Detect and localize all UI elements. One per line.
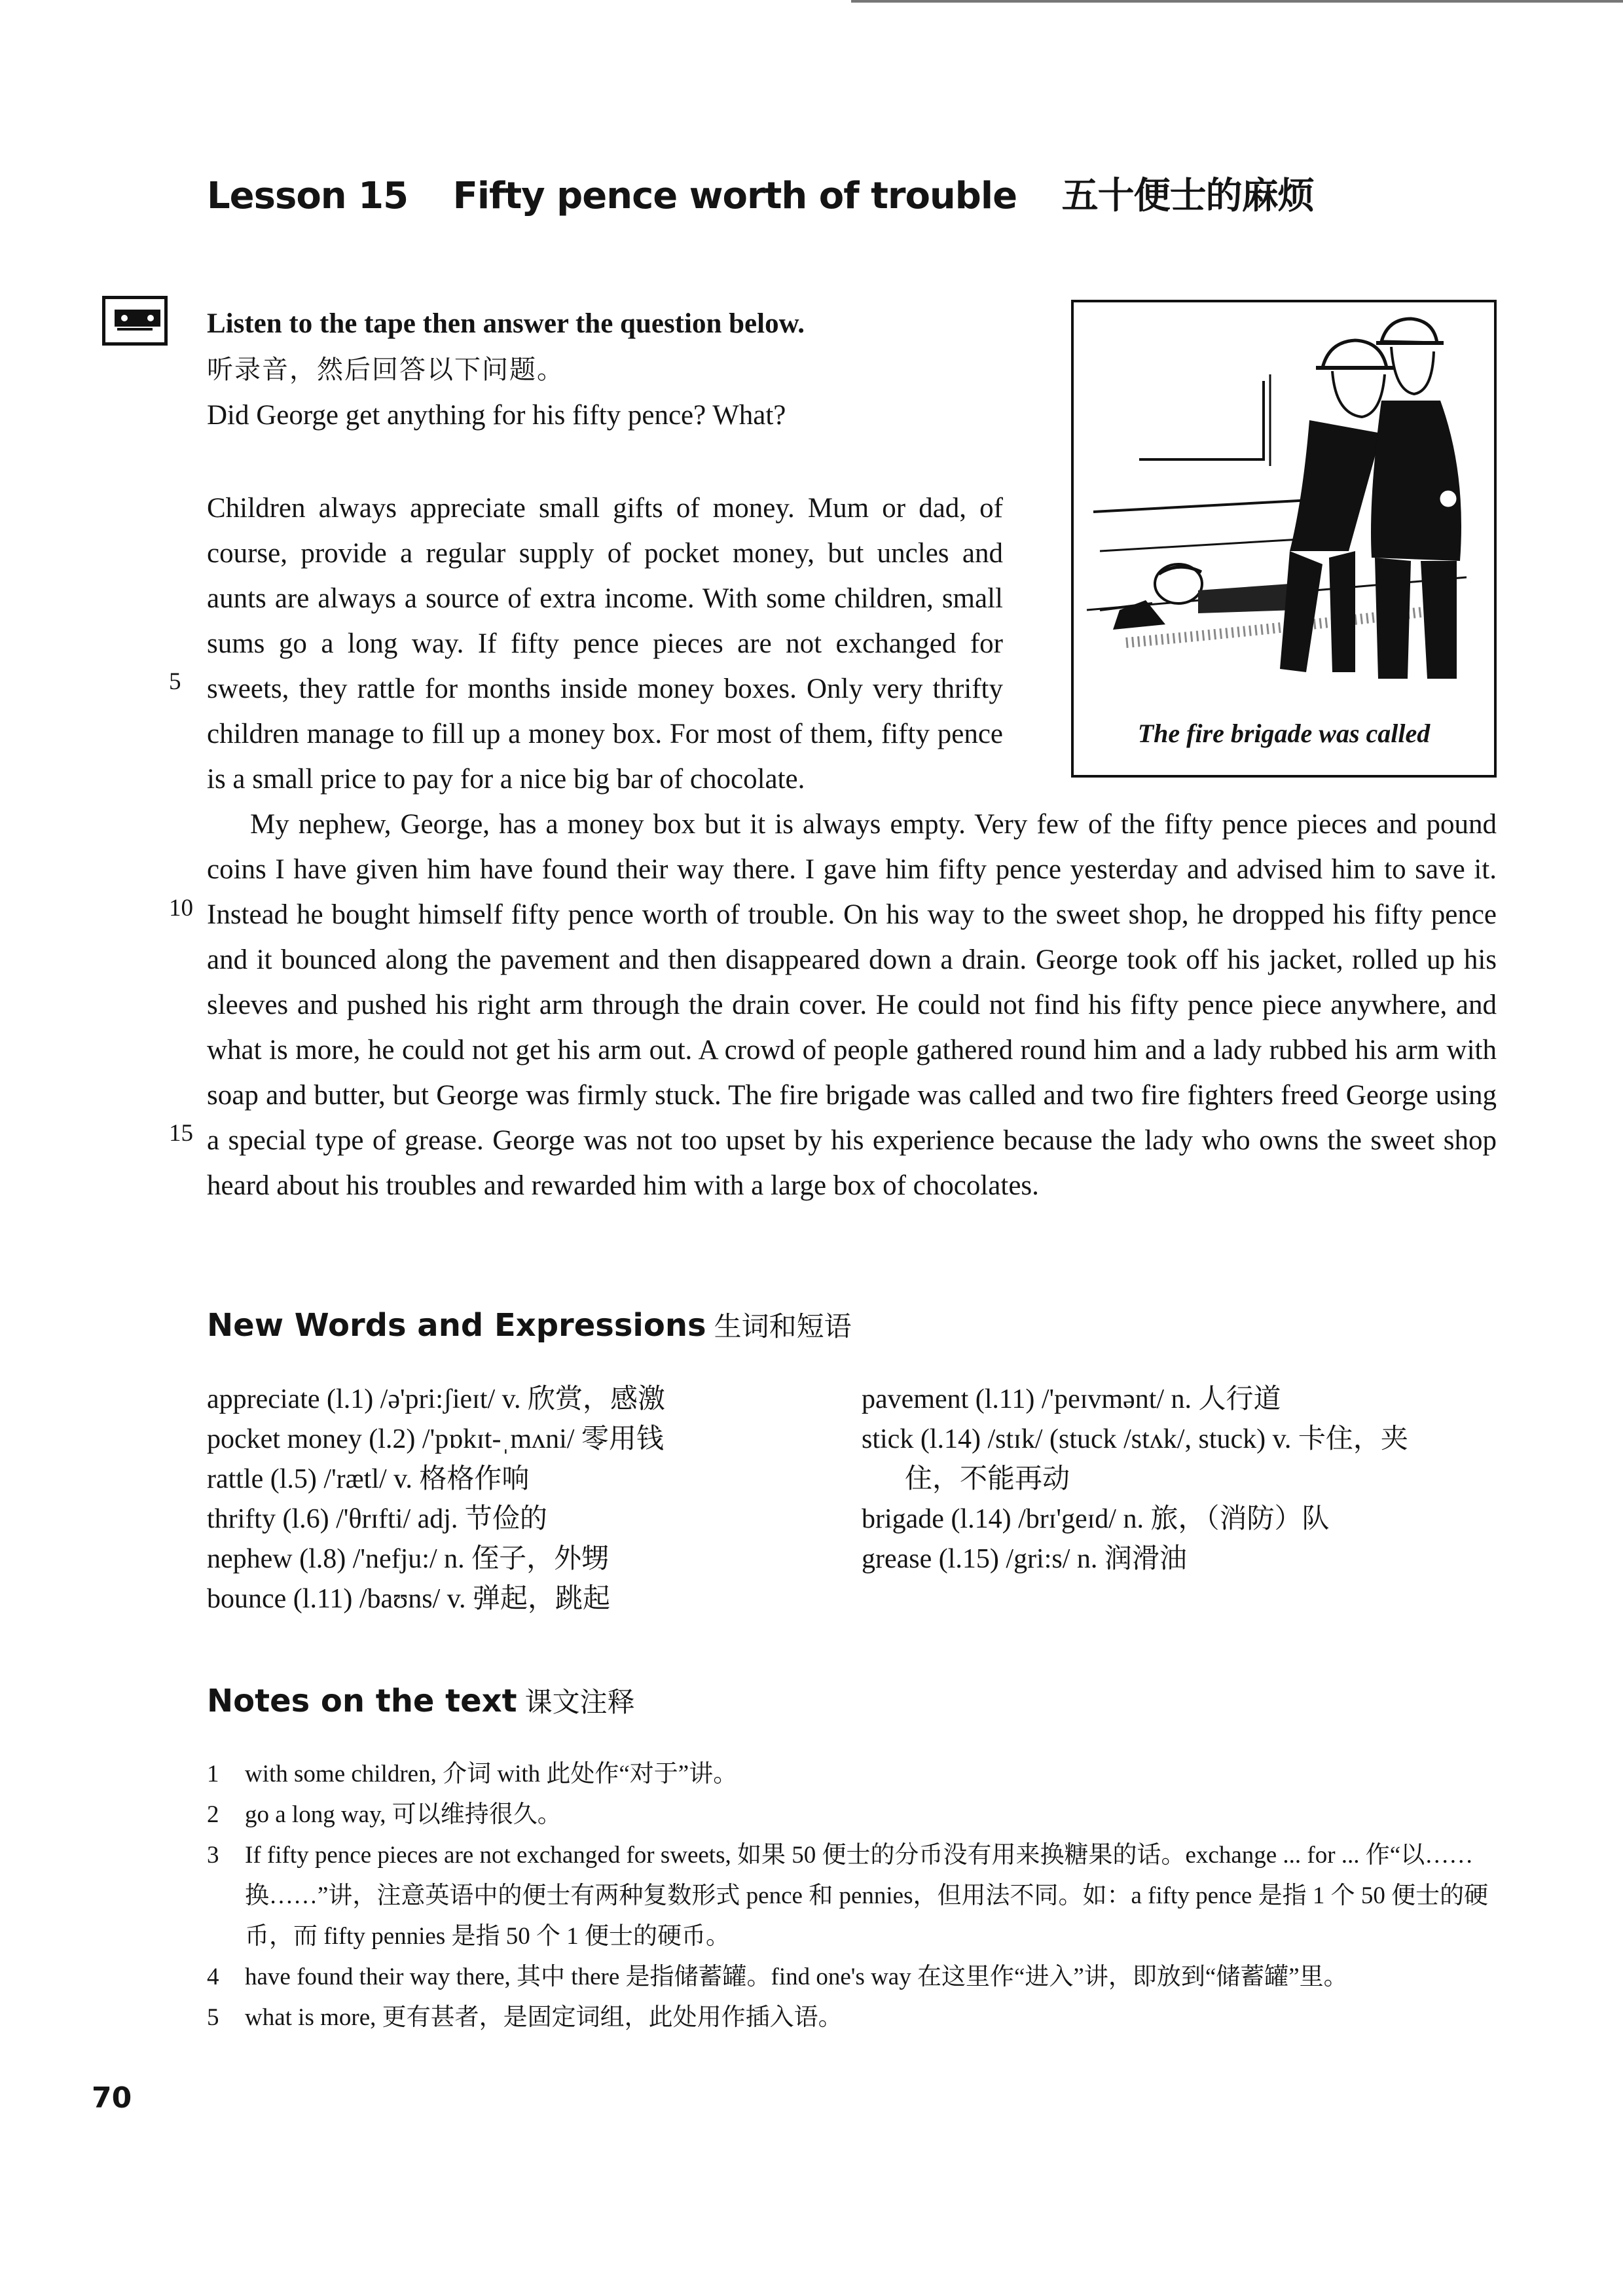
- vocab-item: pavement (l.11) /'peɪvmənt/ n. 人行道: [862, 1384, 1281, 1414]
- vocab-item-continuation: 住，不能再动: [905, 1464, 1070, 1494]
- note-number: 4: [207, 1964, 219, 1990]
- figure-caption: The fire brigade was called: [1137, 719, 1431, 748]
- note-item: [207, 1835, 1497, 1957]
- vocab-item: stick (l.14) /stɪk/ (stuck /stʌk/, stuck) v. 卡住，夹: [862, 1424, 1408, 1454]
- lesson-number: Lesson 15: [207, 175, 409, 217]
- note-item: [207, 1754, 1497, 1795]
- vocab-item: thrifty (l.6) /'θrɪfti/ adj. 节俭的: [207, 1504, 547, 1534]
- illustration-frame: [1071, 300, 1497, 778]
- vocab-item: pocket money (l.2) /'pɒkɪt-ˌmʌni/ 零用钱: [207, 1424, 664, 1454]
- top-rule: [851, 0, 1623, 3]
- vocab-item: bounce (l.11) /baʊns/ v. 弹起，跳起: [207, 1584, 611, 1614]
- note-item: [207, 1795, 1497, 1835]
- vocabulary-heading: [207, 1305, 852, 1344]
- listen-instruction-en: Listen to the tape then answer the question below.: [207, 308, 805, 339]
- note-item: [207, 1957, 1497, 1998]
- listening-task: [207, 301, 1025, 439]
- note-text: with some children, 介词 with 此处作“对于”讲。: [245, 1761, 738, 1787]
- listen-question: Did George get anything for his fifty pence? What?: [207, 400, 786, 431]
- vocabulary-heading-zh: 生词和短语: [714, 1310, 852, 1342]
- vocab-item: nephew (l.8) /'nefju:/ n. 侄子，外甥: [207, 1544, 610, 1574]
- lesson-title-en: Fifty pence worth of trouble: [452, 175, 1017, 217]
- note-text: go a long way, 可以维持很久。: [245, 1801, 562, 1828]
- note-item: [207, 1998, 1497, 2038]
- text-paragraph-2: [207, 802, 1497, 1208]
- text-paragraph-2-body: My nephew, George, has a money box but it is always empty. Very few of the fifty pence pieces and pound coins I have given him have found their way there. I gave him fifty pence yesterday and advised him to save it. Instead he bought himself fifty pence worth of trouble. On his way to the sweet shop, he dropped his fifty pence and it bounced along the pavement and then disappeared down a drain. George took off his jacket, rolled up his sleeves and pushed his right arm through the drain cover. He could not find his fifty pence piece anywhere, and what is more, he could not get his arm out. A crowd of people gathered round him and a lady rubbed his arm with soap and butter, but George was firmly stuck. The fire brigade was called and two fire fighters freed George using a special type of grease. George was not too upset by his experience because the lady who owns the sweet shop heard about his troubles and rewarded him with a large box of chocolates.: [207, 809, 1497, 1201]
- fire-brigade-illustration: [1074, 302, 1494, 708]
- vocab-item: appreciate (l.1) /ə'pri:ʃieɪt/ v. 欣赏，感激: [207, 1384, 665, 1414]
- note-number: 1: [207, 1761, 219, 1787]
- note-number: 3: [207, 1842, 219, 1869]
- note-text: what is more, 更有甚者，是固定词组，此处用作插入语。: [245, 2004, 843, 2031]
- note-text: If fifty pence pieces are not exchanged for sweets, 如果 50 便士的分币没有用来换糖果的话。exchange ... for ... 作“以……换……”讲，注意英语中的便士有两种复数形式 pence 和 pennies，但用法不同。如：a fifty pence 是指 1 个 50 便士的硬币，而 fifty pennies 是指 50 个 1 便士的硬币。: [245, 1842, 1489, 1950]
- vocabulary-heading-en: New Words and Expressions: [207, 1307, 706, 1344]
- vocabulary-list-right: [862, 1380, 1503, 1579]
- notes-list: [207, 1754, 1497, 2038]
- note-text: have found their way there, 其中 there 是指储蓄罐。find one's way 在这里作“进入”讲，即放到“储蓄罐”里。: [245, 1964, 1348, 1990]
- vocab-item: grease (l.15) /gri:s/ n. 润滑油: [862, 1544, 1187, 1574]
- note-number: 2: [207, 1801, 219, 1828]
- notes-heading-en: Notes on the text: [207, 1683, 517, 1719]
- lesson-title: [207, 175, 1314, 217]
- cassette-tape-icon: [102, 296, 168, 346]
- line-number-5: 5: [169, 668, 181, 695]
- notes-heading-zh: 课文注释: [524, 1686, 635, 1718]
- vocabulary-list-left: [207, 1380, 848, 1619]
- line-number-10: 10: [169, 895, 193, 922]
- line-number-15: 15: [169, 1120, 193, 1147]
- vocab-item: rattle (l.5) /'rætl/ v. 格格作响: [207, 1464, 530, 1494]
- vocab-item: brigade (l.14) /brɪ'geɪd/ n. 旅，（消防）队: [862, 1504, 1330, 1534]
- listen-instruction-zh: 听录音，然后回答以下问题。: [207, 355, 564, 385]
- note-number: 5: [207, 2004, 219, 2031]
- page-number: 70: [92, 2081, 132, 2115]
- notes-heading: [207, 1681, 635, 1720]
- text-paragraph-1: Children always appreciate small gifts of money. Mum or dad, of course, provide a regular supply of pocket money, but uncles and aunts are always a source of extra income. With some children, small sums go a long way. If fifty pence pieces are not exchanged for sweets, they rattle for months inside money boxes. Only very thrifty children manage to fill up a money box. For most of them, fifty pence is a small price to pay for a nice big bar of chocolate.: [207, 493, 1003, 795]
- lesson-title-zh: 五十便士的麻烦: [1061, 175, 1314, 217]
